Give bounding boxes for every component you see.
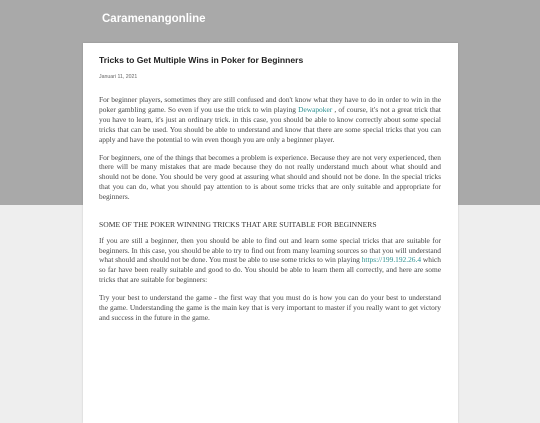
paragraph-text: , of course, it's not a great trick that you have to learn, it's just an ordinary trick. in this case, you should be able to know correctly about some special tricks that can be used. You should be able to understand and know that there are some special tricks that you can apply and have the potential to win even though you are only a beginner player. xyxy=(99,104,441,144)
post-body xyxy=(99,95,441,331)
dewapoker-link[interactable]: Dewapoker xyxy=(298,104,333,114)
section-heading: SOME OF THE POKER WINNING TRICKS THAT ARE SUITABLE FOR BEGINNERS xyxy=(99,220,377,230)
ip-link[interactable]: https://199.192.26.4 xyxy=(361,255,422,265)
paragraph-text: If you are still a beginner, then you should be able to find out and learn some special tricks that are suitable for beginners. In this case, you should be able to try to find out from many learning sources so that you will understand what should and should not be done. You must be able to use some tricks to win playing xyxy=(99,235,441,265)
site-title-link[interactable]: Caramenangonline xyxy=(102,13,206,25)
paragraph-intro xyxy=(99,95,441,145)
paragraph-learn xyxy=(99,236,441,286)
paragraph-text: For beginner players, sometimes they are still confused and don't know what they have to do in order to win in the poker gambling game. So even if you use the trick to win playing xyxy=(99,95,441,114)
paragraph-understand: Try your best to understand the game - the first way that you must do is how you can do your best to understand the game. Understanding the game is the main key that is very important to master if you really want to get victory and success in the future in the game. xyxy=(99,293,441,322)
post-title[interactable]: Tricks to Get Multiple Wins in Poker for Beginners xyxy=(99,55,304,65)
post-card xyxy=(83,43,458,423)
post-date: Januari 11, 2021 xyxy=(99,74,138,80)
paragraph-text: which so far have been really suitable and good to do. You should be able to learn them all correctly, and here are some tricks that are suitable for beginners: xyxy=(99,255,441,285)
paragraph-beginners: For beginners, one of the things that becomes a problem is experience. Because they are not very experienced, then there will be many mistakes that are made because they do not really understand much about what should and should not be done. You should be very good at assuring what should and should not be done. In the special tricks that you can do, what you should pay attention to is about some tricks that are only suitable and appropriate for beginners. xyxy=(99,152,441,202)
